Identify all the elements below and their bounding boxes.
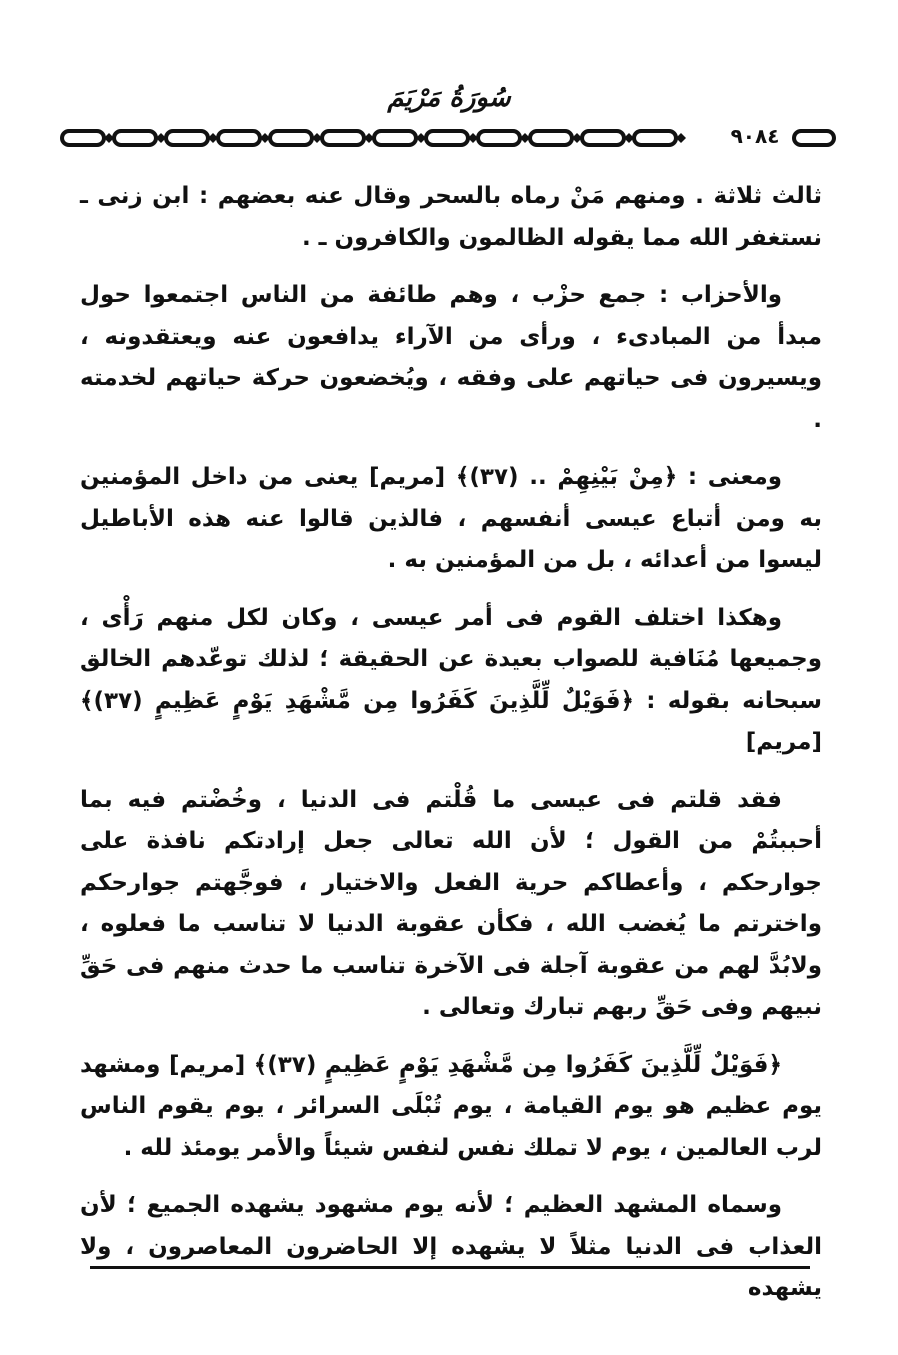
chain-diamond — [676, 133, 686, 143]
surah-title: سُورَةُ مَرْيَمَ — [387, 83, 511, 113]
chain-link — [426, 131, 468, 145]
chain-link — [114, 131, 156, 145]
chain-link — [322, 131, 364, 145]
footer-rule — [90, 1266, 810, 1269]
chain-link — [530, 131, 572, 145]
paragraph-1: ثالث ثلاثة . ومنهم مَنْ رماه بالسحر وقال عنه بعضهم : ابن زنى ـ نستغفر الله مما يقوله الظالمون والكافرون ـ . — [80, 183, 822, 251]
chain-link — [634, 131, 676, 145]
paragraph-4: وهكذا اختلف القوم فى أمر عيسى ، وكان لكل منهم رَأْى ، وجميعها مُنَافية للصواب بعيدة عن الحقيقة ؛ لذلك توعّدهم الخالق سبحانه بقوله : ﴿فَوَيْلٌ لِّلَّذِينَ كَفَرُوا مِن مَّشْهَدِ يَوْمٍ عَظِيمٍ (٣٧)﴾ [مريم] — [80, 604, 822, 755]
chain-link — [478, 131, 520, 145]
chain-link — [374, 131, 416, 145]
chain-link — [62, 131, 104, 145]
page-number: ٩٠٨٤ — [730, 124, 780, 148]
chain-link-end — [794, 131, 834, 145]
paragraph-5: فقد قلتم فى عيسى ما قُلْتم فى الدنيا ، وخُضْتم فيه بما أحببتُمْ من القول ؛ لأن الله تعالى جعل إرادتكم نافذة على جوارحكم ، وأعطاكم حرية الفعل والاختيار ، فوجَّهتم جوارحكم واخترتم ما يُغضب الله ، فكأن عقوبة الدنيا لا تناسب ما فعلوه ، ولابُدَّ لهم من عقوبة آجلة فى الآخرة تناسب ما حدث منهم فى حَقِّ نبيهم وفى حَقِّ ربهم تبارك وتعالى . — [80, 786, 822, 1020]
page-body — [80, 176, 822, 1326]
paragraph-3: ومعنى : ﴿مِنْ بَيْنِهِمْ .. (٣٧)﴾ [مريم] يعنى من داخل المؤمنين به ومن أتباع عيسى أنفسهم ، فالذين قالوا عنه هذه الأباطيل ليسوا من أعدائه ، بل من المؤمنين به . — [80, 464, 822, 573]
chain-link — [166, 131, 208, 145]
paragraph-7: وسماه المشهد العظيم ؛ لأنه يوم مشهود يشهده الجميع ؛ لأن العذاب فى الدنيا مثلاً لا يشهده إلا الحاضرون المعاصرون ، ولا يشهده — [80, 1192, 822, 1301]
chain-link — [270, 131, 312, 145]
chain-link — [218, 131, 260, 145]
paragraph-6: ﴿فَوَيْلٌ لِّلَّذِينَ كَفَرُوا مِن مَّشْهَدِ يَوْمٍ عَظِيمٍ (٣٧)﴾ [مريم] ومشهد يوم عظيم هو يوم القيامة ، يوم تُبْلَى السرائر ، يوم يقوم الناس لرب العالمين ، يوم لا تملك نفس لنفس شيئاً والأمر يومئذ لله . — [80, 1051, 822, 1161]
paragraph-2: والأحزاب : جمع حزْب ، وهم طائفة من الناس اجتمعوا حول مبدأ من المبادىء ، ورأى من الآراء يدافعون عنه ويعتقدونه ، ويسيرون فى حياتهم على وفقه ، ويُخضعون حركة حياتهم لخدمته . — [80, 282, 822, 433]
chain-link — [582, 131, 624, 145]
